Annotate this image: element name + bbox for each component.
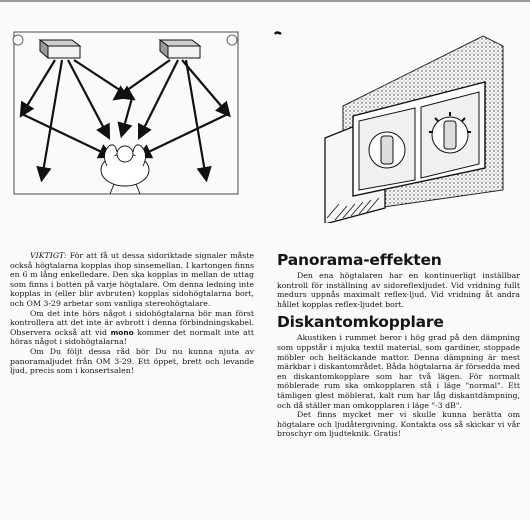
corner-mark-icon [275,33,281,35]
intro-paragraph [10,251,254,309]
reflex-level-knob-icon [369,132,405,168]
left-speaker-icon [40,40,80,58]
panorama-heading: Panorama-effekten [277,251,442,269]
troubleshooting-text-a: Om det inte hörs något i sidohögtalarna bör man först kontrollera att det inte är avbrott i denna förbindningskabel. Observera också att vid [10,308,254,337]
closing-paragraph: Om Du följt dessa råd bör Du nu kunna njuta av panoramaljudet från OM 3-29. Ett öppet, brett och levande ljud, precis som i konsertsalen! [10,346,254,376]
important-label: VIKTIGT: [30,251,67,260]
wall-lamp-left-icon [13,35,23,45]
speaker-placement-illustration [10,18,242,198]
treble-switch-paragraph: Akustiken i rummet beror i hög grad på den dämpning som uppstår i mjuka textil material, som gardiner, stoppade möbler och heltäckande mattor. Denna dämpning är mest märkbar i diskantområdet. Båda högtalarna är försedda med en diskantomkopplare som har två lägen. För normalt möblerade rum ska omkopplaren stå i läge "normal". Ett tämligen glest möblerat, kalt rum har låg diskantdämpning, och då ställer man omkopplaren i läge "-3 dB". [277,333,520,410]
contact-paragraph: Det finns mycket mer vi skulle kunna berätta om högtalare och ljudåtergivning. Kontakta oss så skickar vi vår broschyr om ljudteknik. Gratis! [277,410,520,439]
right-text-column [277,251,520,439]
listener-icon [101,145,149,194]
intro-text: För att få ut dessa sidoriktade signaler måste också högtalarna kopplas ihop sinsemellan. I kartongen finns en 6 m lång enkelledare. Den ska kopplas in mellan de uttag som finns i botten på varje högtalare. Om denna ledning inte kopplas in (eller blir avbruten) kopplas sidohögtalarna bort, och OM 3-29 arbetar som vanliga stereohögtalare. [10,251,254,308]
top-border-line [0,0,530,2]
left-text-column [10,251,254,376]
troubleshooting-text-b: kommer det normalt inte att höras något i sidohögtalarna! [10,327,255,347]
troubleshooting-paragraph [10,309,254,347]
wall-lamp-right-icon [227,35,237,45]
right-speaker-icon [160,40,200,58]
speaker-controls-illustration [265,18,505,223]
treble-switch-heading: Diskantomkopplare [277,313,444,332]
mono-keyword: mono [110,327,134,337]
panorama-paragraph: Den ena högtalaren har en kontinuerligt inställbar kontroll för inställning av sidoreflexljudet. Vid vridning fullt medurs uppnås maximalt reflex-ljud. Vid vridning åt andra hållet kopplas reflex-ljudet bort. [277,271,520,309]
